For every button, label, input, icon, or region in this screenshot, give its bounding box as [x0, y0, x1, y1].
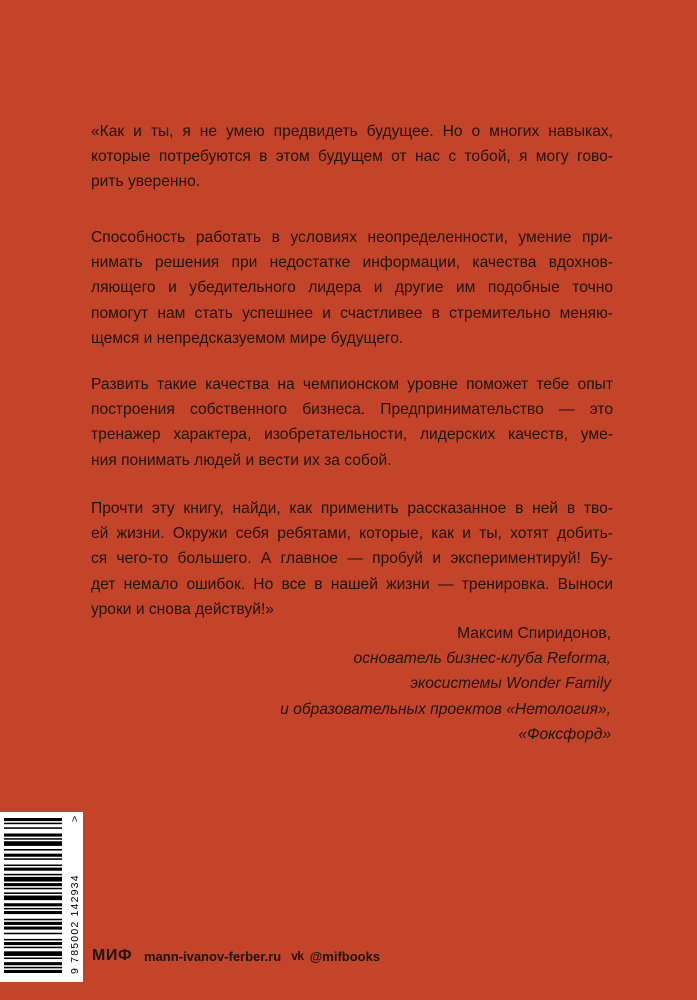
signature-name: Максим Спиридонов,	[457, 625, 611, 642]
barcode-bars	[4, 818, 62, 973]
barcode-bar	[4, 838, 62, 840]
barcode-bar	[4, 858, 62, 860]
barcode-bar	[4, 874, 62, 876]
barcode-bar	[4, 919, 62, 921]
quote-line: уроки и снова действуй!»	[91, 600, 274, 618]
quote-line: построения собственного бизнеса. Предпринимательство — это	[91, 401, 613, 419]
barcode-bar	[4, 911, 62, 914]
quote-line: Прочти эту книгу, найди, как применить рассказанное в ней в тво-	[91, 500, 613, 517]
barcode-bar	[4, 962, 62, 965]
quote-line: ляющего и убедительного лидера и другие им подобные точно	[91, 279, 613, 297]
quote-paragraph-2	[91, 225, 613, 351]
signature-role-line: основатель бизнес-клуба Reforma,	[353, 650, 611, 668]
quote-paragraph-4	[91, 496, 613, 622]
barcode-graphic	[0, 812, 83, 982]
quote-paragraph-1	[91, 119, 613, 195]
isbn-digits: 9 785002 142934	[69, 874, 81, 974]
barcode-bar	[4, 883, 62, 886]
quote-line: помогут нам стать успешнее и счастливее в стремительно меняю-	[91, 304, 613, 322]
quote-line: Развить такие качества на чемпионском уровне поможет тебе опыт	[91, 376, 613, 393]
barcode-bar	[4, 942, 62, 945]
vk-icon[interactable]: vk	[291, 949, 304, 963]
quote-line: которые потребуются в этом будущем от нас с тобой, я могу гово-	[91, 148, 613, 166]
isbn-barcode	[0, 812, 83, 982]
quote-line: щемся и непредсказуемом мире будущего.	[91, 329, 404, 347]
barcode-bar	[4, 947, 62, 949]
quote-line: ся чего-то большего. А главное — пробуй и экспериментируй! Бу-	[91, 550, 613, 568]
barcode-bar	[4, 823, 62, 825]
quote-line: ей жизни. Окружи себя ребятами, которые, как и ты, хотят добить-	[91, 525, 613, 543]
barcode-bar	[4, 818, 62, 821]
barcode-bar	[4, 908, 62, 910]
signature-role-line: «Фоксфорд»	[518, 725, 611, 743]
social-handle[interactable]: @mifbooks	[309, 948, 381, 964]
barcode-bar	[4, 868, 62, 871]
quote-paragraph-3	[91, 372, 613, 473]
barcode-bar	[4, 877, 62, 882]
signature-role-line: и образовательных проектов «Нетология»,	[280, 700, 611, 718]
barcode-bar	[4, 922, 62, 925]
barcode-bar	[4, 970, 62, 973]
barcode-bar	[4, 927, 62, 930]
barcode-bar	[4, 892, 62, 894]
barcode-bar	[4, 854, 62, 857]
quote-line: рить уверенно.	[91, 173, 201, 191]
quote-line: «Как и ты, я не умею предвидеть будущее. Но о многих навыках,	[91, 123, 613, 140]
barcode-bar	[4, 896, 62, 901]
barcode-bar	[4, 967, 62, 969]
barcode-bar	[4, 827, 62, 829]
quote-line: дет немало ошибок. Но все в нашей жизни — тренировка. Выноси	[91, 575, 613, 593]
barcode-bar	[4, 888, 62, 890]
quote-line: нимать решения при недостатке информации, качества вдохнов-	[91, 254, 613, 272]
website-link[interactable]: mann-ivanov-ferber.ru	[143, 948, 282, 964]
barcode-bar	[4, 951, 62, 956]
barcode-bar	[4, 903, 62, 906]
footer	[92, 946, 380, 966]
quote-signature	[191, 621, 611, 747]
publisher-logo: МИФ	[92, 947, 132, 964]
barcode-bar	[4, 841, 62, 846]
barcode-bar	[4, 939, 62, 941]
barcode-bar	[4, 849, 62, 851]
quote-line: тренажер характера, изобретательности, лидерских качеств, уме-	[91, 426, 613, 444]
signature-role-line: экосистемы Wonder Family	[410, 675, 611, 693]
barcode-bar	[4, 834, 62, 837]
barcode-arrow: >	[69, 815, 81, 822]
barcode-bar	[4, 958, 62, 960]
barcode-bar	[4, 933, 62, 935]
quote-line: ния понимать людей и вести их за собой.	[91, 451, 392, 469]
barcode-bar	[4, 865, 62, 867]
quote-line: Способность работать в условиях неопределенности, умение при-	[91, 229, 613, 246]
